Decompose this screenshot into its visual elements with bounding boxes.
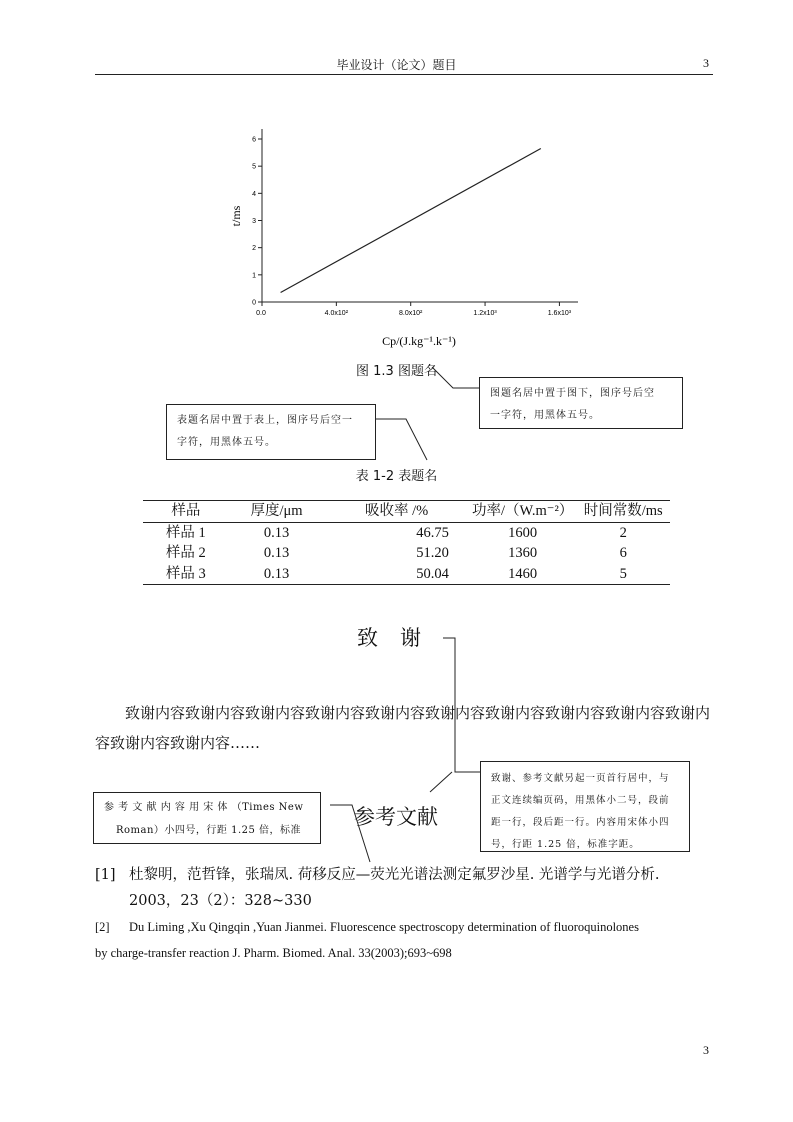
reference-text: Du Liming ,Xu Qingqin ,Yuan Jianmei. Fluorescence spectroscopy determination of fluoroquinolones [129, 920, 639, 934]
table-note-leader [376, 419, 427, 460]
note-line: 字符，用黑体五号。 [177, 437, 276, 448]
reference-text-continued: 2003，23（2）：328~330 [129, 893, 312, 909]
table-row [143, 543, 670, 564]
chart-y-tick-label: 2 [252, 245, 256, 253]
chart-y-tick-label: 4 [252, 190, 256, 198]
table-cell: 46.75 [416, 524, 449, 541]
acknowledgement-body: 致谢内容致谢内容致谢内容致谢内容致谢内容致谢内容致谢内容致谢内容致谢内容致谢内容致谢内容致谢内容…… [95, 704, 711, 752]
chart-x-tick-label: 1.2x10³ [473, 310, 497, 317]
line-chart [0, 0, 793, 360]
figure-caption-note [479, 377, 683, 429]
table-cell: 0.13 [263, 565, 290, 582]
table-cell: 样品 2 [165, 545, 206, 561]
chart-x-tick-label: 0.0 [256, 310, 266, 317]
chart-y-axis-label: t/ms [229, 205, 243, 227]
reference-number: [2] [95, 920, 110, 934]
note-line: 距一行，段后距一行。内容用宋体小四 [491, 817, 670, 828]
chart-y-tick-label: 0 [252, 299, 256, 307]
acknowledgement-heading: 致谢 [357, 626, 443, 650]
column-header: 吸收率 /% [365, 503, 429, 519]
note-line: 正文连续编页码，用黑体小二号，段前 [491, 795, 670, 806]
table-cell: 6 [619, 545, 627, 561]
note-line: 致谢、参考文献另起一页首行居中，与 [491, 773, 670, 784]
table-cell: 0.13 [263, 545, 290, 561]
reference-text: 杜黎明，范哲锋，张瑞凤. 荷移反应—荧光光谱法测定氟罗沙星. 光谱学与光谱分析. [129, 867, 660, 883]
table-row [143, 564, 670, 585]
chart-y-tick-label: 5 [252, 163, 256, 171]
table-cell: 1460 [508, 565, 538, 582]
table-row [143, 522, 670, 543]
ack-note-to-refs-leader [430, 772, 452, 792]
chart-y-tick-label: 6 [252, 136, 256, 144]
note-line: 一字符，用黑体五号。 [490, 410, 600, 421]
footer-page-number: 3 [703, 1043, 709, 1057]
table-cell: 样品 3 [165, 565, 206, 582]
table-caption: 表 1-2 表题名 [355, 469, 438, 484]
table-caption-note [166, 404, 376, 460]
chart-x-tick-label: 1.6x10³ [547, 310, 572, 317]
table-cell: 5 [619, 565, 627, 582]
table-cell: 2 [619, 524, 627, 541]
reference-item [95, 914, 715, 966]
table-header-row [143, 501, 670, 523]
note-line: 参 考 文 献 内 容 用 宋 体 （Times New [104, 802, 304, 813]
column-header: 样品 [171, 503, 201, 519]
chart-y-tick-label: 3 [252, 218, 256, 225]
data-table [143, 500, 670, 585]
chart-x-tick-label: 4.0x10² [324, 310, 349, 317]
figure-caption: 图 1.3 图题名 [356, 364, 437, 379]
note-line: Roman）小四号，行距 1.25 倍，标准 [116, 825, 302, 836]
running-header-title: 毕业设计（论文）题目 [336, 58, 457, 72]
chart-y-tick-label: 1 [252, 272, 256, 280]
table-cell: 51.20 [416, 545, 449, 561]
reference-item [95, 862, 715, 914]
reference-number: [1] [95, 867, 116, 883]
chart-x-axis-label: Cp/(J.kg⁻¹.k⁻¹) [382, 334, 456, 348]
reference-text-continued: by charge-transfer reaction J. Pharm. Biomed. Anal. 33(2003);693~698 [95, 946, 452, 960]
table-cell: 50.04 [416, 565, 449, 582]
column-header: 厚度/μm [250, 503, 303, 519]
column-header: 时间常数/ms [583, 503, 663, 519]
note-line: 图题名居中置于图下，图序号后空 [490, 388, 655, 399]
acknowledgement-note [480, 761, 690, 852]
note-line: 号，行距 1.25 倍，标准字距。 [491, 839, 640, 850]
column-header: 功率/（W.m⁻²） [472, 503, 574, 519]
references-note [93, 792, 321, 844]
table-cell: 0.13 [263, 524, 290, 541]
references-heading: 参考文献 [354, 805, 438, 829]
chart-x-tick-label: 8.0x10² [399, 310, 423, 317]
header-page-number: 3 [703, 56, 709, 70]
table-cell: 1600 [508, 524, 538, 541]
table-cell: 1360 [508, 545, 538, 561]
chart-series-line [281, 149, 541, 293]
table-cell: 样品 1 [165, 524, 206, 541]
note-line: 表题名居中置于表上，图序号后空一 [177, 415, 353, 426]
